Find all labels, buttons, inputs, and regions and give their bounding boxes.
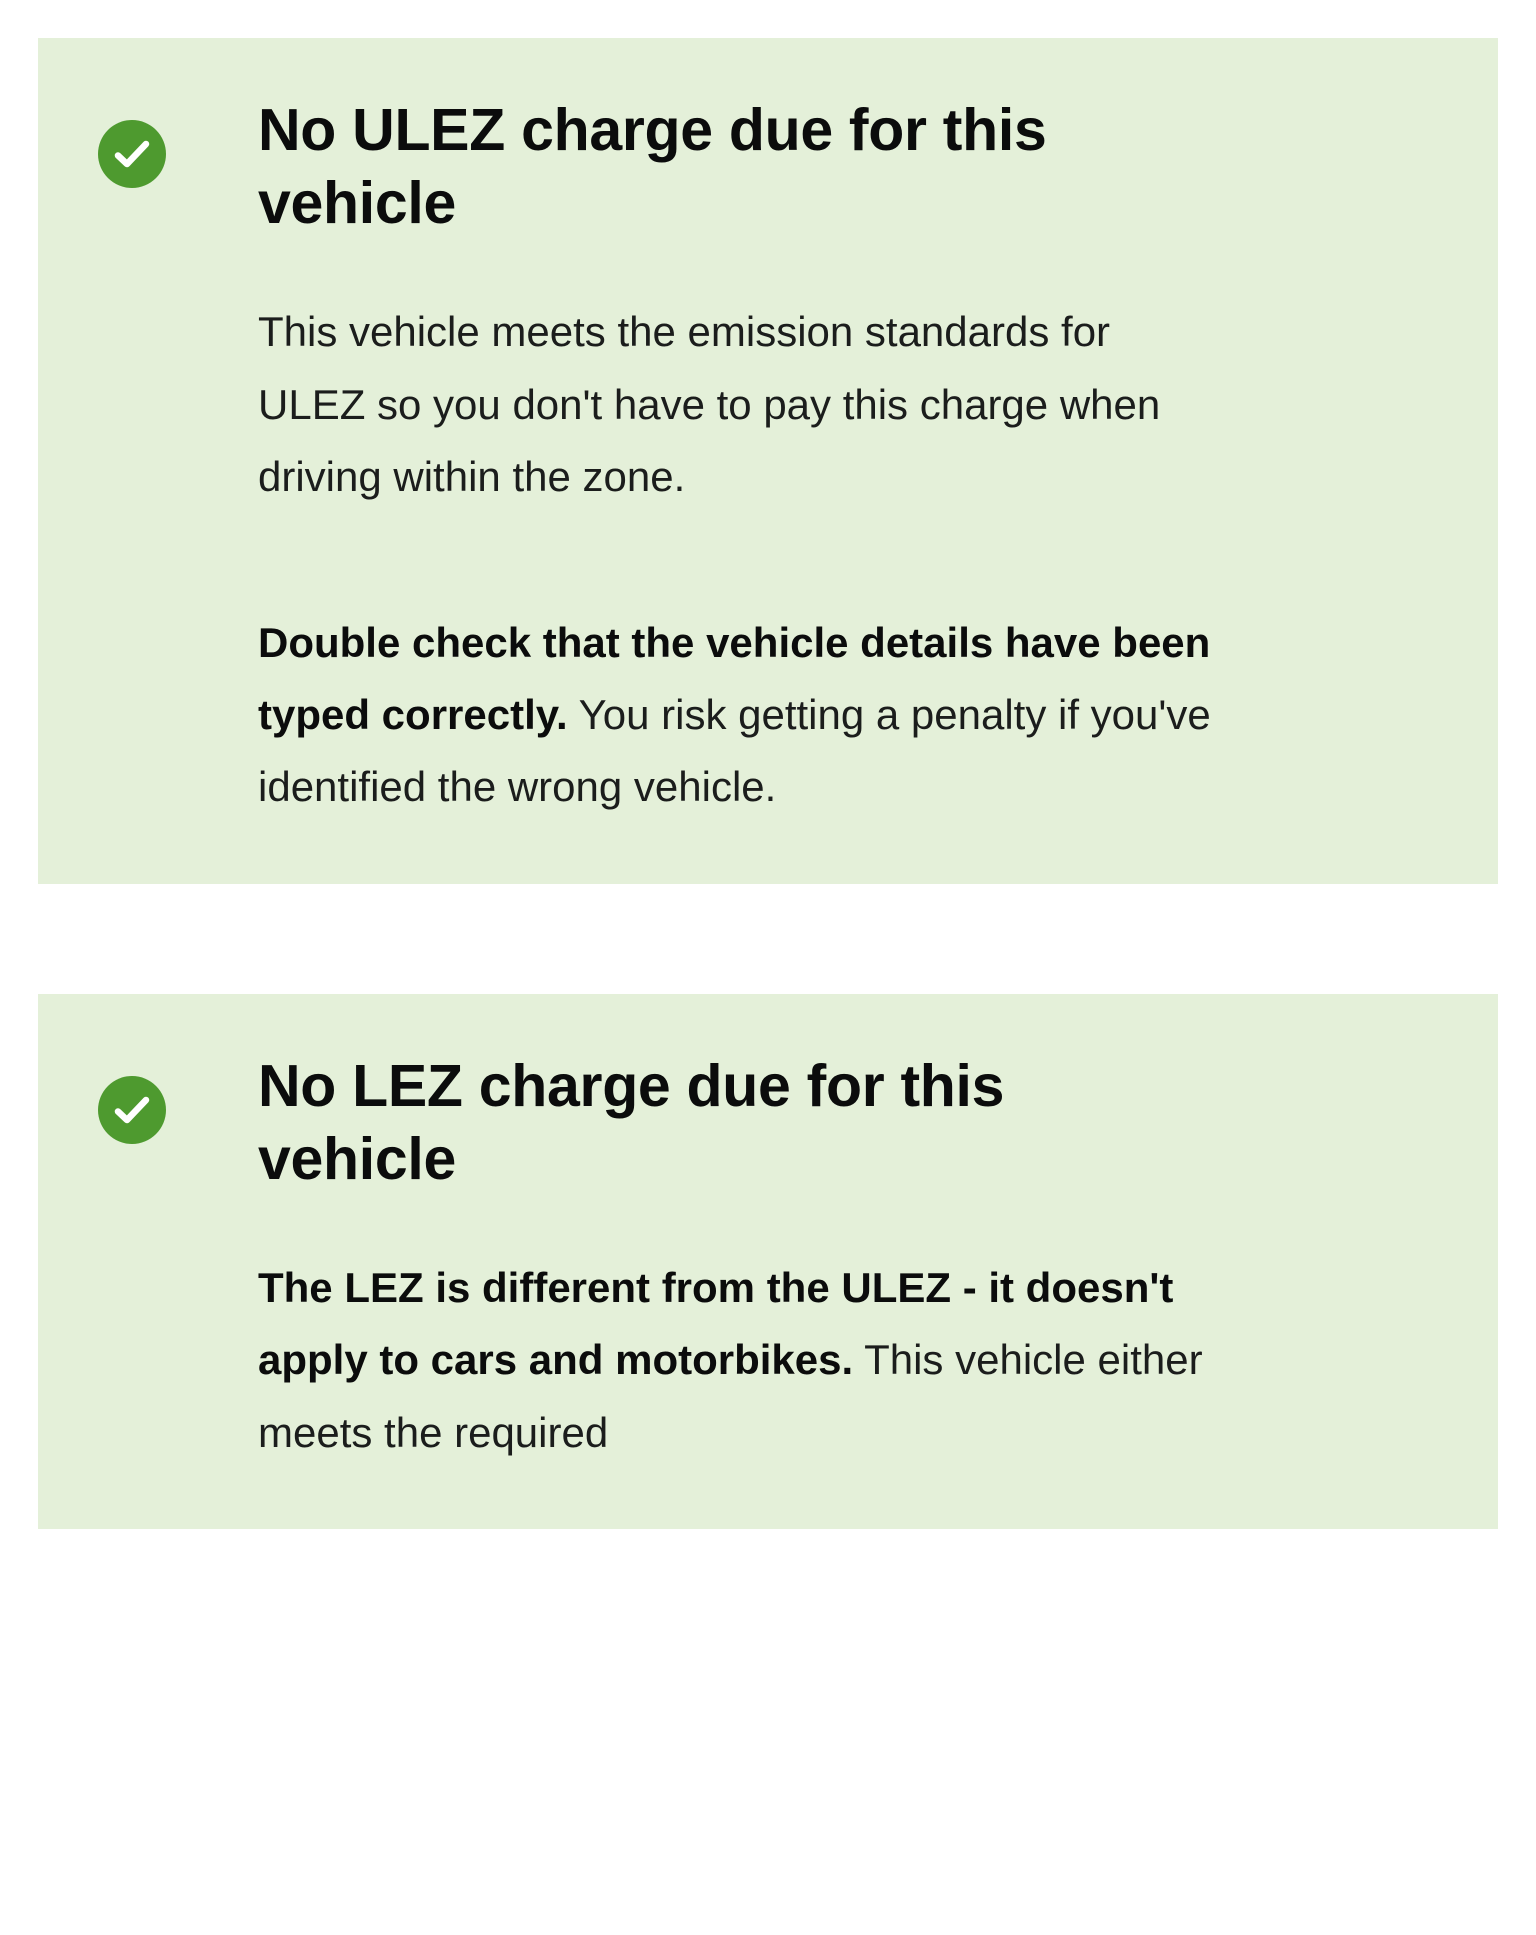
check-circle-icon <box>98 1076 166 1144</box>
ulez-card-paragraph-1: This vehicle meets the emission standards for ULEZ so you don't have to pay this charge when driving within the zone. <box>258 308 1161 500</box>
ulez-card-body <box>258 94 1438 824</box>
ulez-status-icon-wrap <box>98 94 258 188</box>
lez-difference-emphasis: The LEZ is different from the ULEZ - it doesn't apply to cars and motorbikes. <box>258 1264 1174 1384</box>
check-circle-icon <box>98 120 166 188</box>
card-separator <box>38 884 1498 994</box>
ulez-card-title: No ULEZ charge due for this vehicle <box>258 97 1047 237</box>
lez-card-title: No LEZ charge due for this vehicle <box>258 1052 1005 1192</box>
lez-card-body <box>258 1050 1438 1469</box>
ulez-penalty-text: You risk getting a penalty if you've identified the wrong vehicle. <box>258 691 1211 811</box>
lez-meets-required-text: This vehicle either meets the required <box>258 1336 1203 1456</box>
lez-result-card <box>38 994 1498 1529</box>
lez-status-icon-wrap <box>98 1050 258 1144</box>
ulez-card-paragraph-2 <box>258 607 1218 824</box>
ulez-result-card <box>38 38 1498 884</box>
ulez-double-check-emphasis: Double check that the vehicle details have been typed correctly. <box>258 619 1211 739</box>
lez-card-paragraph-1 <box>258 1252 1218 1469</box>
